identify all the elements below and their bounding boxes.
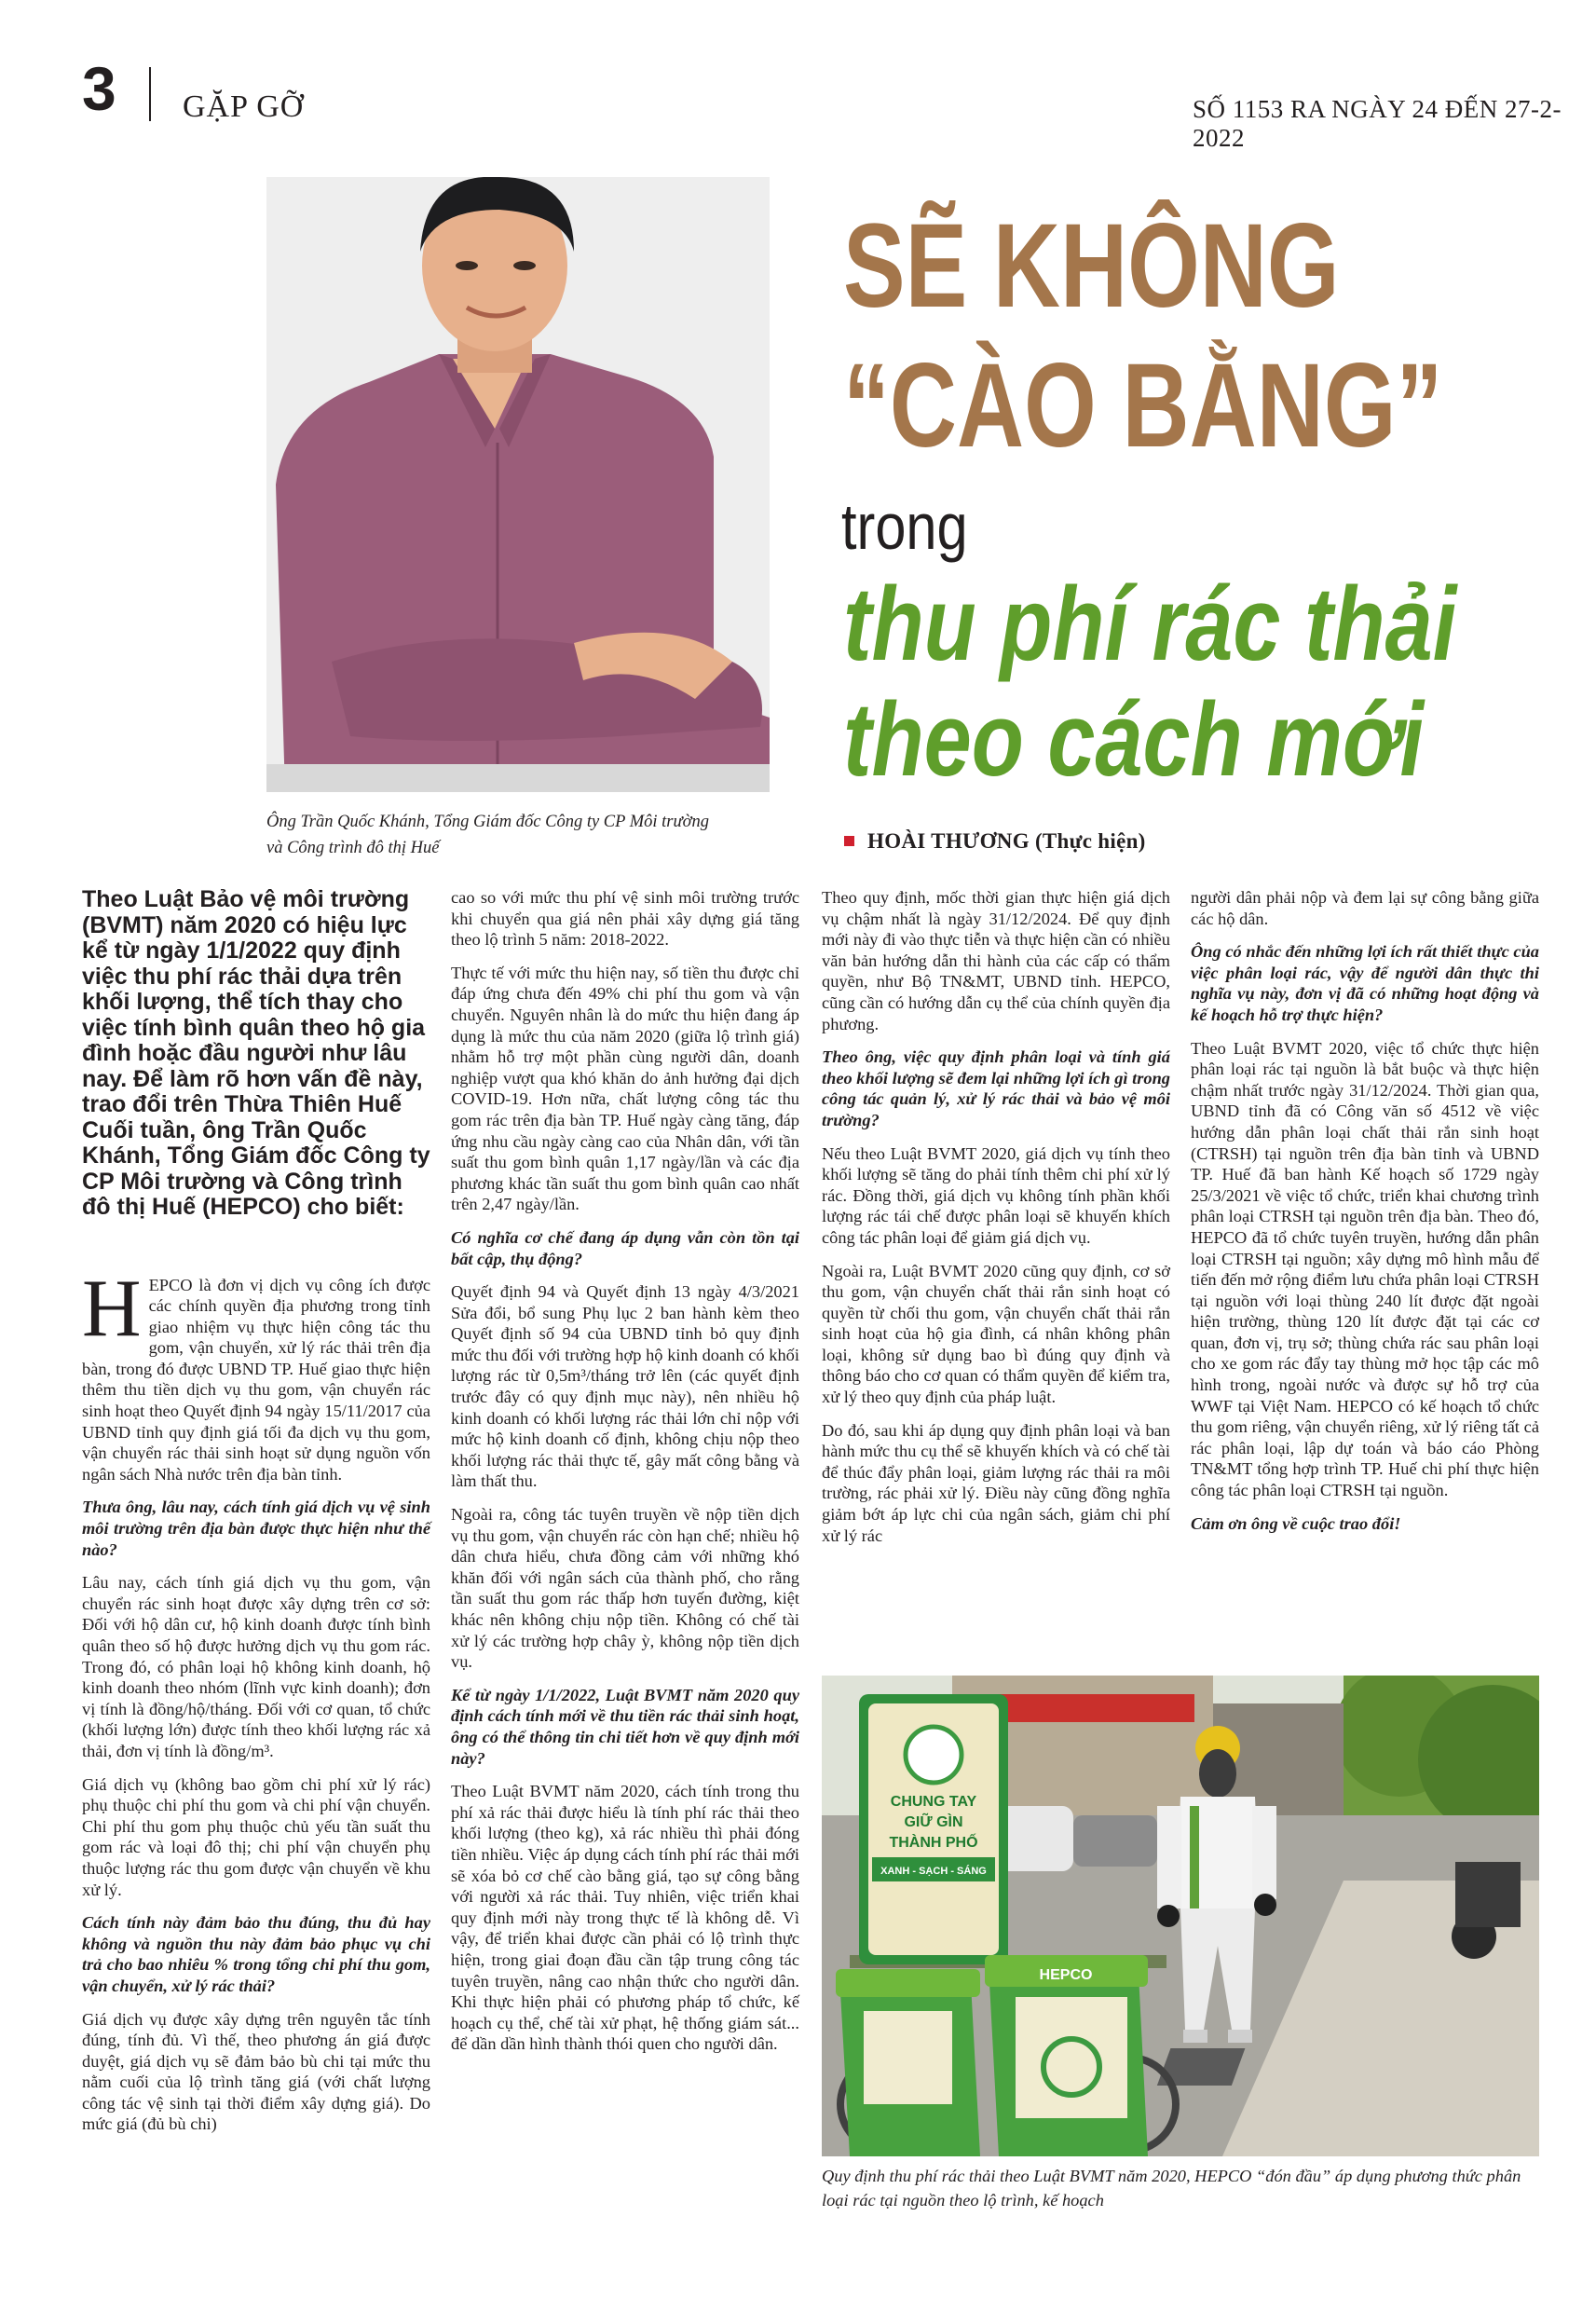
byline-marker [844,836,854,846]
question: Cách tính này đảm bảo thu đúng, thu đủ hay không và nguồn thu này đảm bảo phục vụ chi trả cho bao nhiêu % trong tổng chi phí thu gom, vận chuyển, xử lý rác thải? [82,1913,430,1995]
scene-caption: Quy định thu phí rác thải theo Luật BVMT năm 2020, HEPCO “đón đầu” áp dụng phương thức phân loại rác tại nguồn theo lộ trình, kế hoạch [822,2167,1521,2209]
answer-paragraph: Lâu nay, cách tính giá dịch vụ thu gom, vận chuyển rác sinh hoạt được xây dựng trên cơ sở: Đối với hộ dân cư, hộ kinh doanh được tính bình quân theo số hộ được hưởng dịch vụ thu gom rác. Trong đó, có phân loại hộ không kinh doanh, hộ kinh doanh theo nhóm (lĩnh vực kinh doanh); đơn vị tính là đồng/hộ/tháng. Đối với cơ quan, tổ chức (khối lượng lớn) được tính theo khối lượng rác xả thải, đơn vị tính là đồng/m³. [82,1573,430,1760]
intro-paragraph [82,1263,430,1485]
answer-paragraph: Thực tế với mức thu hiện nay, số tiền thu được chỉ đáp ứng chưa đến 49% chi phí thu gom và vận chuyển. Nguyên nhân là do mức thu hiện đang áp dụng là mức thu của năm 2020 (giữa lộ trình giá) nhằm hỗ trợ một phần cùng người dân, doanh nghiệp vượt qua khó khăn do ảnh hưởng đại dịch COVID-19. Hơn nữa, chất lượng công tác thu gom rác trên địa bàn TP. Huế ngày càng tăng, đáp ứng nhu cầu ngày càng cao của Nhân dân, với tần suất thu gom bình quân 1,17 ngày/lần và các địa phương khác tần suất thu gom bình quân cao nhất trên 2,47 ngày/lần. [451,963,799,1214]
lead-paragraph: Theo Luật Bảo vệ môi trường (BVMT) năm 2020 có hiệu lực kể từ ngày 1/1/2022 quy định việc thu phí rác thải dựa trên khối lượng, thể tích thay cho việc tính bình quân theo hộ gia đình hoặc đầu người như lâu nay. Để làm rõ hơn vấn đề này, trao đổi trên Thừa Thiên Huế Cuối tuần, ông Trần Quốc Khánh, Tổng Giám đốc Công ty CP Môi trường và Công trình đô thị Huế (HEPCO) cho biết: [82,886,430,1220]
question: Ông có nhắc đến những lợi ích rất thiết thực của việc phân loại rác, vậy để người dân thực thi nghĩa vụ này, đơn vị đã có những hoạt động và kế hoạch hỗ trợ thực hiện? [1191,942,1539,1024]
answer-paragraph: Giá dịch vụ (không bao gồm chi phí xử lý rác) phụ thuộc chi phí thu gom và chi phí vận chuyển. Chi phí thu gom phụ thuộc chủ yếu tần suất thu gom rác và loại đô thị; chi phí vận chuyển phụ thuộc lượng rác thu gom được vận chuyển về khu xử lý. [82,1774,430,1899]
section-name: GẶP GỠ [183,89,305,124]
portrait-caption-line1: Ông Trần Quốc Khánh, Tổng Giám đốc Công ty CP Môi trường [266,813,709,831]
waste-bins-photo [822,1676,1539,2156]
headline-line1: SẼ KHÔNG [843,199,1340,333]
portrait-photo [266,177,770,792]
question: Có nghĩa cơ chế đang áp dụng vẫn còn tồn tại bất cập, thụ động? [451,1227,799,1268]
sign-text-1: CHUNG TAY [890,1794,977,1810]
sign-text-3: THÀNH PHỐ [889,1835,978,1851]
answer-paragraph: Theo quy định, mốc thời gian thực hiện giá dịch vụ chậm nhất là ngày 31/12/2024. Để quy định mới này đi vào thực tiễn và thực hiện cần có nhiều văn bản hướng dẫn thi hành của các cấp có thẩm quyền, như Bộ TN&MT, UBND tỉnh. HEPCO, cũng cần có hướng dẫn cụ thể của chính quyền địa phương. [822,888,1170,1033]
answer-paragraph: Ngoài ra, Luật BVMT 2020 cũng quy định, cơ sở thu gom, vận chuyển chất thải rắn sinh hoạt có quyền từ chối thu gom, vận chuyển chất thải rắn sinh hoạt của hộ gia đình, cá nhân không phân loại, không sử dụng bao bì đúng quy định và thông báo cho cơ quan có thẩm quyền để kiểm tra, xử lý theo quy định của pháp luật. [822,1261,1170,1407]
question: Kể từ ngày 1/1/2022, Luật BVMT năm 2020 quy định cách tính mới về thu tiền rác thải sinh hoạt, ông có thể thông tin chi tiết hơn về quy định mới này? [451,1685,799,1768]
issue-info: SỐ 1153 RA NGÀY 24 ĐẾN 27-2-2022 [1193,95,1562,152]
sign-text-2: GIỮ GÌN [904,1814,963,1830]
headline-line5: theo cách mới [843,681,1425,798]
answer-paragraph: cao so với mức thu phí vệ sinh môi trường trước khi chuyển qua giá nên phải xây dựng giá tăng theo lộ trình 5 năm: 2018-2022. [451,888,799,950]
headline-line3: trong [841,490,968,563]
sign-text-4: XANH - SẠCH - SÁNG [880,1866,987,1877]
answer-paragraph: Quyết định 94 và Quyết định 13 ngày 4/3/2021 Sửa đổi, bổ sung Phụ lục 2 ban hành kèm theo Quyết định số 94 của UBND tỉnh bỏ quy định mức thu đối với trường hợp hộ kinh doanh có khối lượng rác từ 0,5m³/tháng trở lên (các quyết định trước đây có quy định mục này), nên nhiều hộ kinh doanh có khối lượng rác thải lớn chỉ nộp với mức hộ kinh doanh cố định, không chịu nộp theo khối lượng rác thải thực tế, gây mất công bằng và làm thất thu. [451,1282,799,1491]
intro-text: EPCO là đơn vị dịch vụ công ích được các chính quyền địa phương trong tỉnh giao nhiệm vụ thực hiện công tác thu gom, vận chuyển, xử lý rác thải trên địa bàn, trong đó được UBND TP. Huế giao thực hiện thêm thu tiền dịch vụ thu gom, vận chuyển rác sinh hoạt theo Quyết định 94 ngày 15/11/2017 của UBND tỉnh quy định giá tối đa dịch vụ thu gom, vận chuyển rác thải sinh hoạt sử dụng nguồn vốn ngân sách Nhà nước trên địa bàn tỉnh. [82,1275,430,1484]
answer-paragraph: Ngoài ra, công tác tuyên truyền về nộp tiền dịch vụ thu gom, vận chuyển rác còn hạn chế; nhiều hộ dân chưa hiểu, chưa đồng cảm với những khó khăn đối với ngân sách của thành phố, cho rằng tần suất thu gom rác thấp hơn tuyến đường, kiệt khác nên không chịu nộp tiền. Không có chế tài xử lý các trường hợp chây ỳ, không nộp tiền dịch vụ. [451,1505,799,1672]
byline [844,829,1146,854]
column-2 [451,887,799,2067]
header-divider [149,67,151,121]
portrait-caption [266,809,788,861]
answer-paragraph: Theo Luật BVMT 2020, việc tổ chức thực hiện phân loại rác tại nguồn là bắt buộc và thực hiện chậm nhất trước ngày 31/12/2024. Thời gian qua, UBND tỉnh đã có Công văn số 4512 về việc hướng dẫn phân loại chất thải rắn sinh hoạt (CTRSH) tại nguồn trên địa bàn tỉnh và UBND TP. Huế đã ban hành Kế hoạch số 1729 ngày 25/3/2021 về việc tổ chức, triển khai chương trình phân loại CTRSH tại nguồn trên địa bàn. Theo đó, HEPCO đã tổ chức tuyên truyền, hướng dẫn phân loại CTRSH tại nguồn; xây dựng mô hình mẫu để tiến đến mở rộng điểm lưu chứa phân loại CTRSH tại nguồn với loại thùng 240 lít được đặt ngoài hiện trường, thùng 120 lít được đặt tại các cơ quan, đơn vị, trụ sở; thùng chứa rác sau phân loại cho xe gom rác đẩy tay thùng mở học tập các mô hình trong, ngoài nước và được sự hỗ trợ của WWF tại Việt Nam. HEPCO có kế hoạch tổ chức thu gom riêng, vận chuyển riêng, xử lý riêng tất cả rác phân loại, lập dự toán và báo cáo Phòng TN&MT tổng hợp trình TP. Huế chi phí thực hiện công tác phân loại CTRSH tại nguồn. [1191,1038,1539,1500]
answer-paragraph: Do đó, sau khi áp dụng quy định phân loại và ban hành mức thu cụ thể sẽ khuyến khích và có chế tài để thúc đẩy phân loại, giảm lượng rác thải ra môi trường, rác phải xử lý. Điều này cũng đồng nghĩa giảm bớt áp lực chi của ngân sách, giảm chi phí xử lý rác [822,1420,1170,1545]
column-1 [82,887,430,2147]
bin-brand-text: HEPCO [1039,1967,1093,1983]
page-number: 3 [82,54,116,123]
byline-text: HOÀI THƯƠNG (Thực hiện) [867,829,1146,853]
question: Thưa ông, lâu nay, cách tính giá dịch vụ vệ sinh môi trường trên địa bàn được thực hiện như thế nào? [82,1498,430,1559]
question: Theo ông, việc quy định phân loại và tính giá theo khối lượng sẽ đem lại những lợi ích gì trong công tác quản lý, xử lý rác thải và bảo vệ môi trường? [822,1047,1170,1129]
closing-line: Cảm ơn ông về cuộc trao đổi! [1191,1513,1401,1533]
column-4 [1191,887,1539,1546]
headline-line4: thu phí rác thải [843,566,1457,682]
answer-paragraph: Nếu theo Luật BVMT 2020, giá dịch vụ tính theo khối lượng sẽ tăng do phải tính thêm chi phí xử lý rác. Đồng thời, giá dịch vụ không tính phần khối lượng rác tái chế được phân loại sẽ khuyến khích công tác phân loại để giảm giá dịch vụ. [822,1143,1170,1247]
portrait-caption-line2: và Công trình đô thị Huế [266,839,440,857]
answer-paragraph: Theo Luật BVMT năm 2020, cách tính trong thu phí xả rác thải được hiểu là tính phí rác thải theo khối lượng (theo kg), xả rác nhiều thì phải đóng tiền nhiều. Việc áp dụng cách tính phí rác thải mới sẽ xóa bỏ cơ chế cào bằng giá, tạo sự công bằng với người xả rác thải. Tuy nhiên, việc triển khai quy định mới này trong thực tế là không dễ. Vì vậy, để triển khai được cần phải có lộ trình thực hiện, trong giai đoạn đầu cần tập trung công tác tuyên truyền, nâng cao nhận thức cho người dân. Khi thực hiện phải có phương pháp tổ chức, kế hoạch cụ thể, chế tài xử phạt, hệ thống giám sát... để dần dần hình thành thói quen cho người dân. [451,1782,799,2054]
dropcap: H [82,1263,142,1354]
answer-paragraph: người dân phải nộp và đem lại sự công bằng giữa các hộ dân. [1191,888,1539,928]
answer-paragraph: Giá dịch vụ được xây dựng trên nguyên tắc tính đúng, tính đủ. Vì thế, theo phương án giá được duyệt, giá dịch vụ sẽ đảm bảo bù chi tại mức thu nằm cuối của lộ trình tăng giá (với chất lượng công tác vệ sinh tại thời điểm xây dựng giá). Do mức giá (đủ bù chi) [82,2009,430,2134]
headline-line2: “CÀO BẰNG” [843,339,1443,472]
column-3 [822,887,1170,1558]
